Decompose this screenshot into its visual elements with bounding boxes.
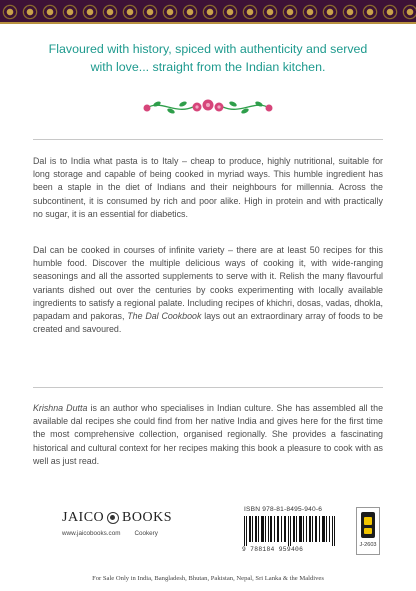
publisher-name-right: BOOKS (122, 510, 172, 525)
tagline: Flavoured with history, spiced with authenticity and served with love... straight from the Indian kitchen. (48, 42, 368, 74)
jaico-badge (356, 507, 380, 555)
publisher-block (62, 510, 172, 550)
paragraph-2-text: Dal can be cooked in courses of infinite variety – there are at least 50 recipes for this humble food. Discover the multiple delicious ways of cooking it, with wide-ranging seasonings and all the assorted supplements to serve with it. Relish the many flavourful variants dished out over the centuries by cooks experimenting with locally available ingredients to satisfy a regional palate. Including recipes of khichri, dosas, vadas, dhokla, papadam and pakoras, (33, 245, 383, 322)
description-paragraph-1: Dal is to India what pasta is to Italy – cheap to produce, highly nutritional, suitable for long storage and capable of being cooked in myriad ways. This humble ingredient has been a staple in the diet of Indians and their neighbours for millennia. Across the subcontinent, it is consumed by rich and poor alike. High in protein and with practically no sugar, it is an essential for diabetics. (33, 156, 383, 219)
jaico-badge-icon (361, 512, 375, 538)
product-code: J-2603 (359, 542, 377, 548)
barcode-icon (244, 516, 336, 546)
author-name: Krishna Dutta (33, 403, 88, 413)
author-bio (33, 402, 383, 468)
sale-territory-notice: For Sale Only in India, Bangladesh, Bhutan, Pakistan, Nepal, Sri Lanka & the Maldives (92, 575, 324, 582)
divider-line (33, 387, 383, 388)
publisher-name-left: JAICO (62, 510, 105, 525)
isbn-label: ISBN 978-81-8495-940-6 (244, 506, 323, 513)
publisher-emblem (107, 512, 119, 524)
publisher-logo-icon (62, 510, 172, 526)
barcode-number: 9 788184 959406 (242, 546, 304, 553)
author-bio-text: is an author who specialises in Indian culture. She has assembled all the available dal recipes she could find from her native India and gives here for the first time the most comprehensive collection, organised regionally. She provides a fascinating historical and cultural context for her recipes making this book a pleasure to cook with as well as just read. (33, 403, 384, 466)
publisher-website: www.jaicobooks.com (62, 530, 121, 537)
paragraph-2-text-end: lays out an extraordinary array of foods to be created and savoured. (33, 311, 383, 335)
decorative-border (0, 0, 416, 24)
divider-line (33, 139, 383, 140)
barcode-block (240, 504, 357, 555)
description-paragraph-2 (33, 244, 383, 336)
book-category: Cookery (134, 530, 158, 537)
floral-ornament-icon (141, 95, 275, 119)
book-title: The Dal Cookbook (127, 311, 202, 322)
